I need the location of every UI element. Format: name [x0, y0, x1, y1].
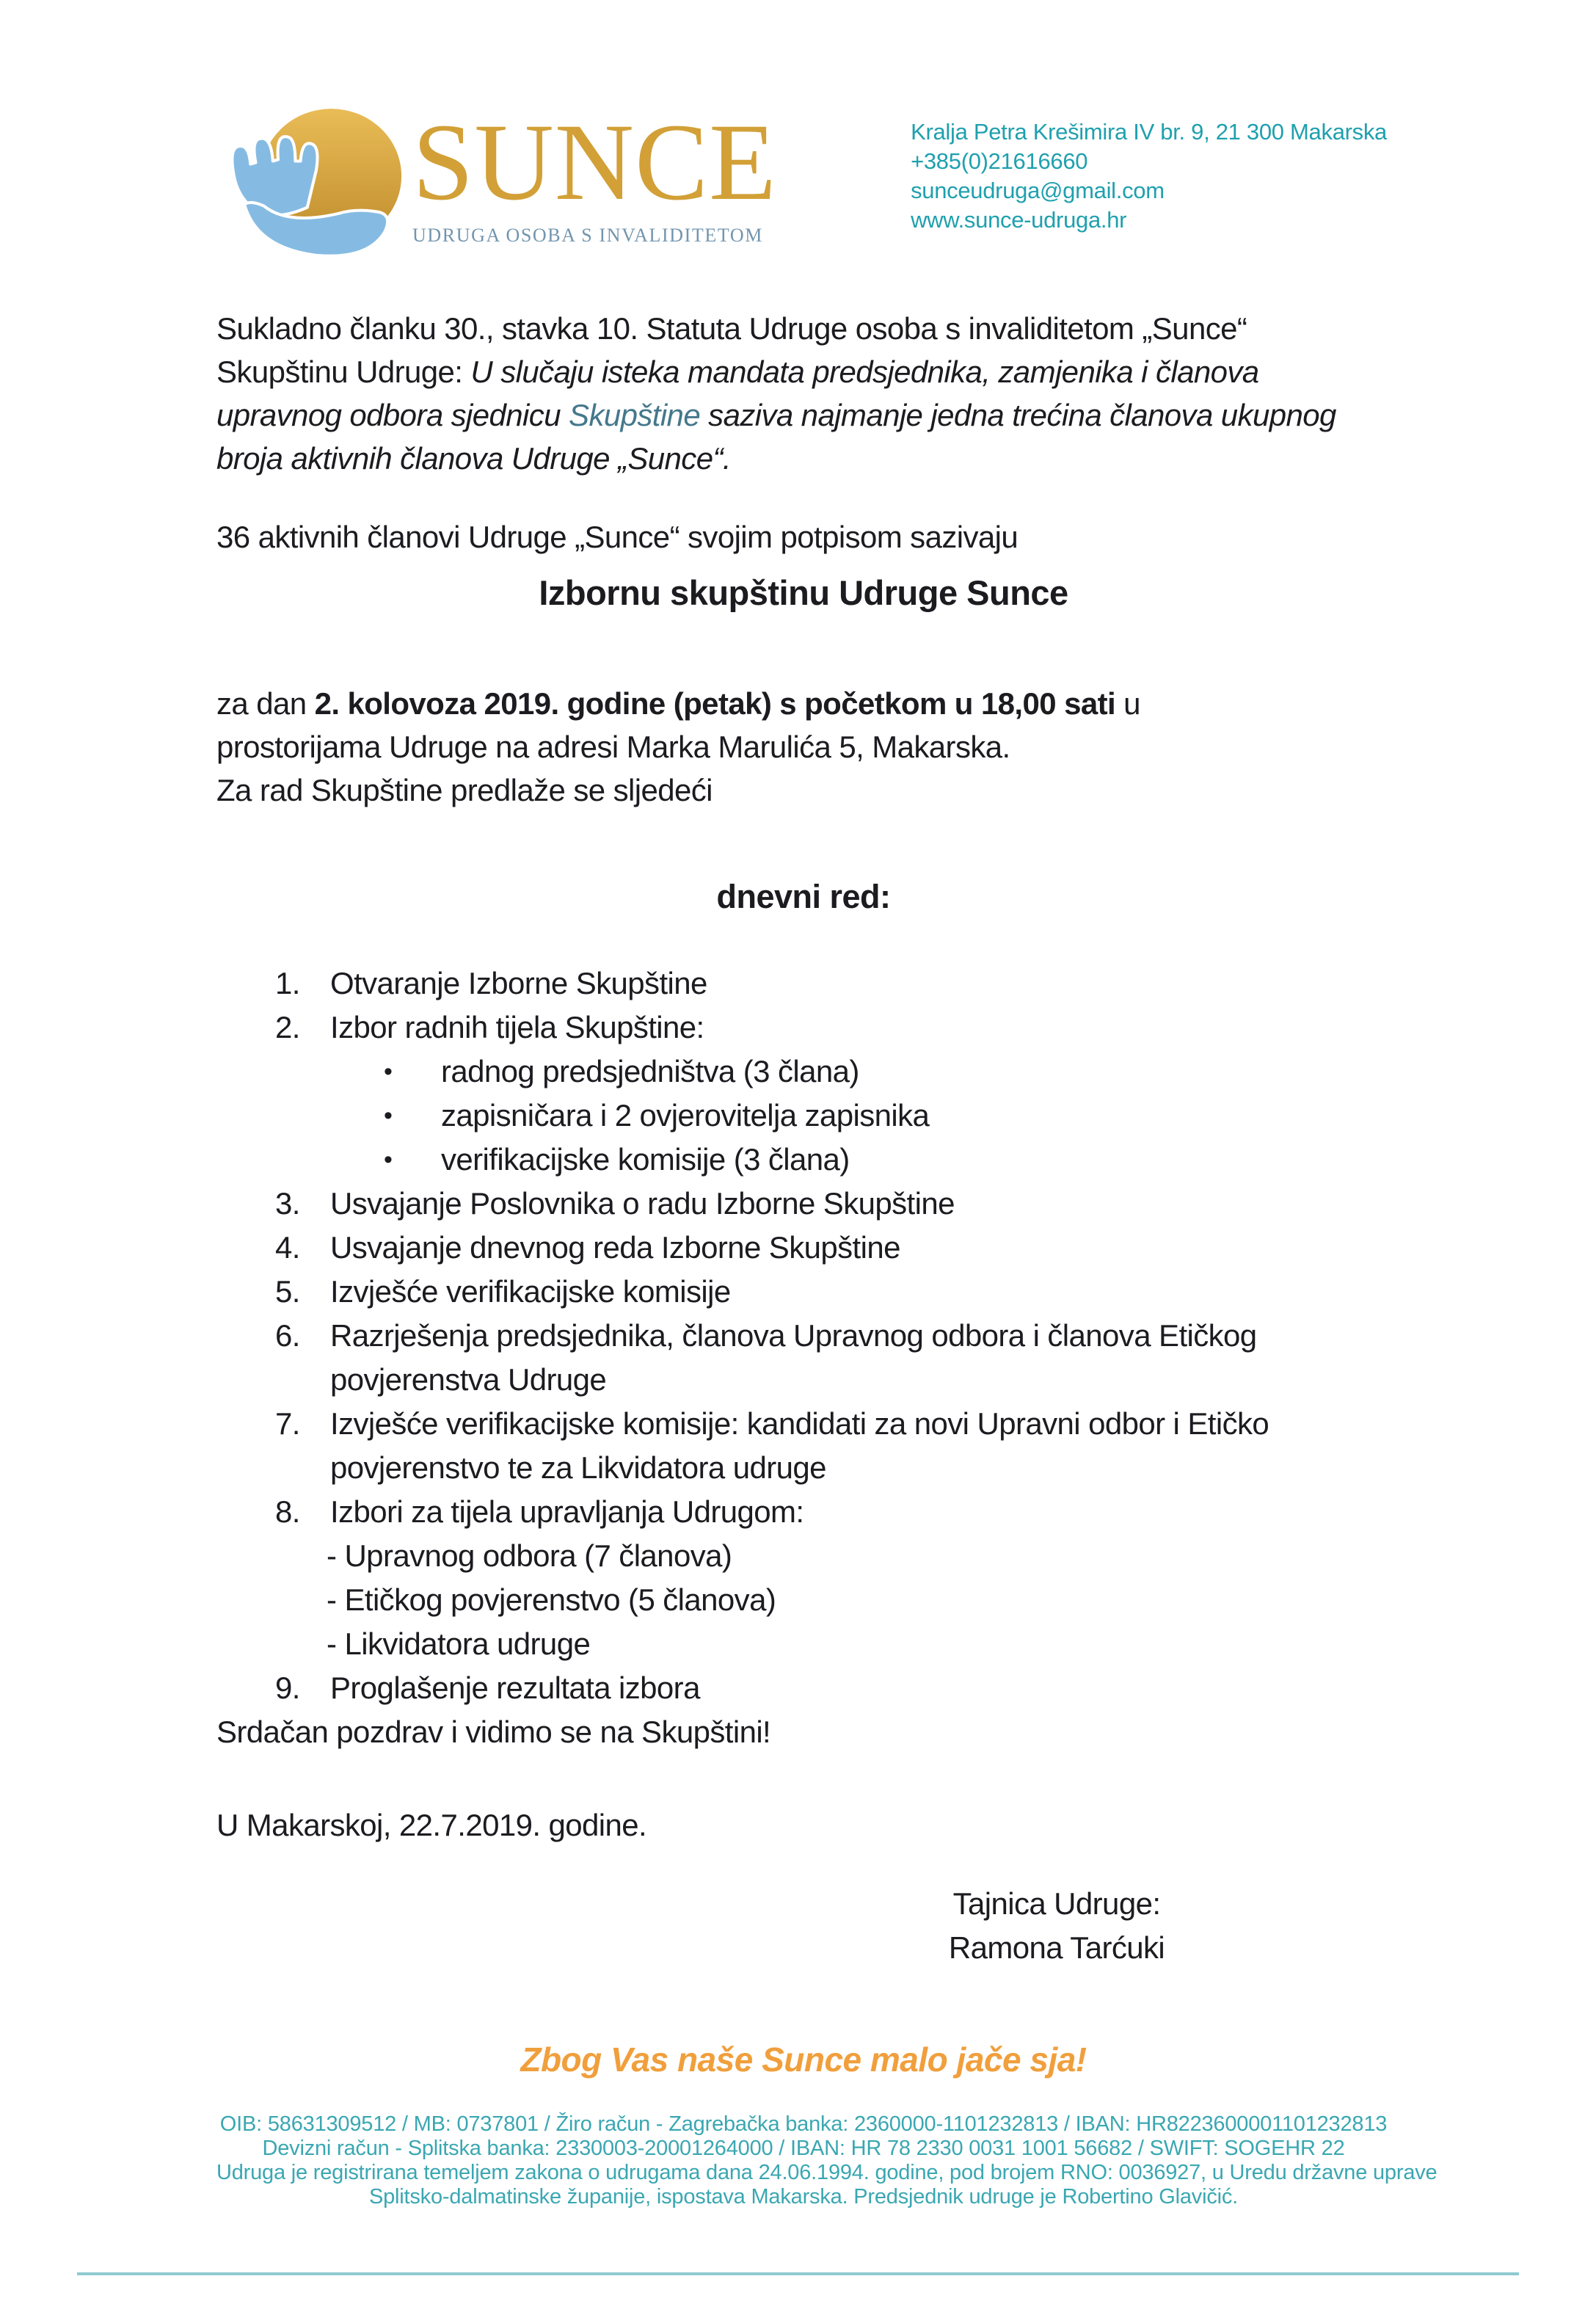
date-paragraph: [216, 682, 1391, 812]
agenda-item: 8. Izbori za tijela upravljanja Udrugom:: [275, 1490, 1391, 1534]
agenda-item: 7. Izvješće verifikacijske komisije: kandidati za novi Upravni odbor i Etičko povjerenstvo te za Likvidatora udruge: [275, 1402, 1391, 1490]
contact-website: www.sunce-udruga.hr: [911, 207, 1127, 233]
item-number: 1.: [275, 966, 300, 1000]
logo-title: SUNCE: [412, 101, 777, 223]
header: [0, 0, 1596, 261]
signature-role: Tajnica Udruge:: [952, 1886, 1161, 1921]
assembly-title: Izbornu skupštinu Udruge Sunce: [539, 573, 1068, 612]
agenda-dash-item: - Upravnog odbora (7 članova): [327, 1538, 732, 1573]
intro-line: upravnog odbora sjednicu Skupštine saziva najmanje jedna trećina članova ukupnog: [216, 398, 1336, 432]
slogan: Zbog Vas naše Sunce malo jače sja!: [520, 2040, 1087, 2079]
agenda-item: 4. Usvajanje dnevnog reda Izborne Skupštine: [275, 1226, 1391, 1270]
agenda-dash-item: - Etičkog povjerenstvo (5 članova): [327, 1582, 776, 1617]
item-number: 7.: [275, 1406, 300, 1441]
logo-text: [412, 101, 777, 247]
item-number: 4.: [275, 1230, 300, 1265]
item-number: 8.: [275, 1494, 300, 1529]
signature-name: Ramona Tarćuki: [948, 1930, 1165, 1965]
logo: [213, 101, 777, 261]
date-line: za dan 2. kolovoza 2019. godine (petak) s početkom u 18,00 sati u: [216, 686, 1140, 721]
intro-line: Sukladno članku 30., stavka 10. Statuta Udruge osoba s invaliditetom „Sunce“: [216, 311, 1247, 346]
agenda-item: 1. Otvaranje Izborne Skupštine: [275, 961, 1391, 1006]
agenda-heading: dnevni red:: [716, 878, 891, 915]
agenda-item: 2. Izbor radnih tijela Skupštine:: [275, 1006, 1391, 1050]
contact-phone: +385(0)21616660: [911, 148, 1088, 174]
closing-line: Srdačan pozdrav i vidimo se na Skupštini!: [216, 1715, 771, 1749]
bullet-icon: •: [384, 1102, 393, 1130]
agenda-item: 5. Izvješće verifikacijske komisije: [275, 1270, 1391, 1314]
bullet-icon: •: [384, 1058, 393, 1086]
item-number: 2.: [275, 1010, 300, 1044]
highlighted-word: Skupštine: [569, 398, 701, 432]
agenda-dash-item: - Likvidatora udruge: [327, 1626, 591, 1661]
agenda-subitem: • radnog predsjedništva (3 člana): [384, 1050, 1391, 1094]
footer-line-3: Udruga je registrirana temeljem zakona o udrugama dana 24.06.1994. godine, pod brojem RNO: 0036927, u Uredu državne uprave: [216, 2161, 1438, 2184]
agenda-list: [216, 961, 1391, 1710]
convene-line: 36 aktivnih članovi Udruge „Sunce“ svojim potpisom sazivaju: [216, 520, 1019, 554]
place-date-line: U Makarskoj, 22.7.2019. godine.: [216, 1808, 647, 1842]
item-number: 5.: [275, 1274, 300, 1309]
signature-block: [939, 1882, 1174, 1970]
sun-hands-logo-icon: [213, 101, 423, 261]
footer-line-1: OIB: 58631309512 / MB: 0737801 / Žiro račun - Zagrebačka banka: 2360000-1101232813 / IBAN: HR8223600001101232813: [219, 2112, 1388, 2136]
item-number: 9.: [275, 1671, 300, 1705]
date-line: Za rad Skupštine predlaže se sljedeći: [216, 773, 713, 807]
intro-line: broja aktivnih članova Udruge „Sunce“.: [216, 441, 731, 476]
contact-email: sunceudruga@gmail.com: [911, 178, 1165, 203]
date-line: prostorijama Udruge na adresi Marka Marulića 5, Makarska.: [216, 730, 1010, 764]
agenda-subitem: • zapisničara i 2 ovjerovitelja zapisnika: [384, 1094, 1391, 1138]
footer-line-4: Splitsko-dalmatinske županije, ispostava Makarska. Predsjednik udruge je Robertino Glavičić.: [368, 2185, 1239, 2209]
footer: [216, 2112, 1438, 2209]
agenda-item: 3. Usvajanje Poslovnika o radu Izborne Skupštine: [275, 1182, 1391, 1226]
item-number: 3.: [275, 1186, 300, 1221]
agenda-item: 9. Proglašenje rezultata izbora: [275, 1666, 1391, 1710]
agenda-subitem: • verifikacijske komisije (3 člana): [384, 1138, 1391, 1182]
contact-block: [911, 117, 1387, 235]
footer-divider: [77, 2272, 1519, 2275]
item-number: 6.: [275, 1318, 300, 1353]
contact-address: Kralja Petra Krešimira IV br. 9, 21 300 Makarska: [911, 119, 1387, 145]
logo-subtitle: UDRUGA OSOBA S INVALIDITETOM: [412, 225, 763, 246]
agenda-item: 6. Razrješenja predsjednika, članova Upravnog odbora i članova Etičkog povjerenstva Udruge: [275, 1314, 1391, 1402]
intro-line: Skupštinu Udruge: U slučaju isteka mandata predsjednika, zamjenika i članova: [216, 355, 1259, 389]
footer-line-2: Devizni račun - Splitska banka: 2330003-20001264000 / IBAN: HR 78 2330 0031 1001 56682 / SWIFT: SOGEHR 22: [262, 2137, 1345, 2160]
intro-paragraph: [216, 307, 1391, 480]
bullet-icon: •: [384, 1146, 393, 1174]
